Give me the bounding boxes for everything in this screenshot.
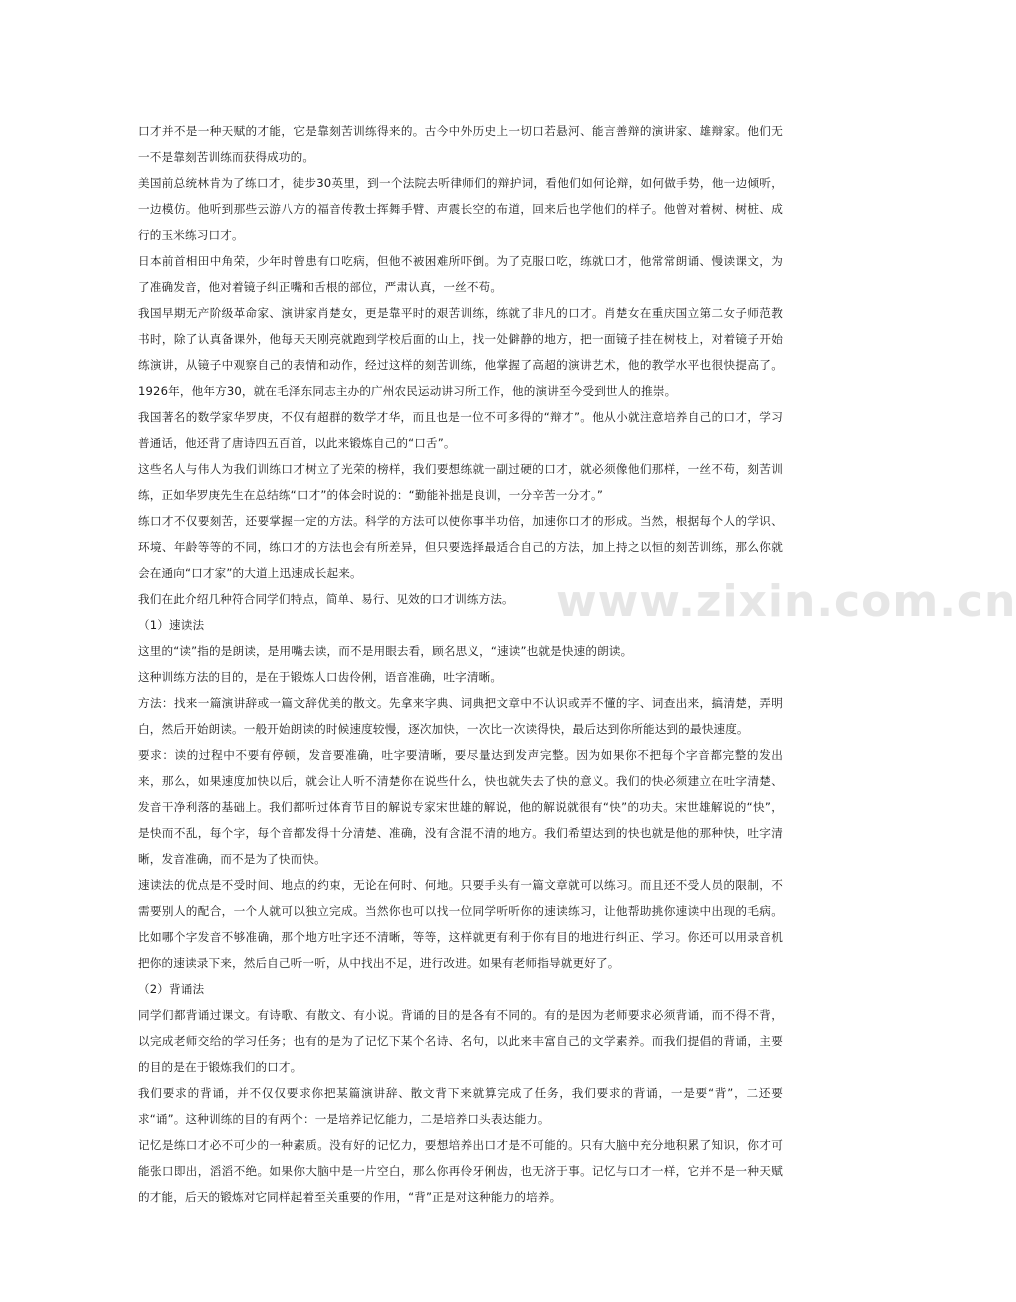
paragraph: 这里的“读”指的是朗读，是用嘴去读，而不是用眼去看，顾名思义，“速读”也就是快速的朗读。 xyxy=(138,644,633,658)
paragraph: 要求：读的过程中不要有停顿，发音要准确，吐字要清晰，要尽量达到发声完整。因为如果你不把每个字音都完整的发出来，那么，如果速度加快以后，就会让人听不清楚你在说些什么，快也就失去了快的意义。我们的快必须建立在吐字清楚、发音干净利落的基础上。我们都听过体育节目的解说专家宋世雄的解说，他的解说就很有“快”的功夫。宋世雄解说的“快”，是快而不乱，每个字，每个音都发得十分清楚、准确，没有含混不清的地方。我们希望达到的快也就是他的那种快，吐字清晰，发音准确，而不是为了快而快。 xyxy=(138,748,783,866)
paragraph: 我们要求的背诵，并不仅仅要求你把某篇演讲辞、散文背下来就算完成了任务，我们要求的背诵，一是要“背”，二还要求“诵”。这种训练的目的有两个：一是培养记忆能力，二是培养口头表达能力。 xyxy=(138,1086,783,1126)
paragraph: 方法：找来一篇演讲辞或一篇文辞优美的散文。先拿来字典、词典把文章中不认识或弄不懂的字、词查出来，搞清楚，弄明白，然后开始朗读。一般开始朗读的时候速度较慢，逐次加快，一次比一次读得快，最后达到你所能达到的最快速度。 xyxy=(138,696,783,736)
paragraph: 速读法的优点是不受时间、地点的约束，无论在何时、何地。只要手头有一篇文章就可以练习。而且还不受人员的限制，不需要别人的配合，一个人就可以独立完成。当然你也可以找一位同学听听你的速读练习，让他帮助挑你速读中出现的毛病。比如哪个字发音不够准确，那个地方吐字还不清晰，等等，这样就更有利于你有目的地进行纠正、学习。你还可以用录音机把你的速读录下来，然后自己听一听，从中找出不足，进行改进。如果有老师指导就更好了。 xyxy=(138,878,783,970)
section-heading-speed-reading: （1）速读法 xyxy=(138,618,205,632)
paragraph: 我国早期无产阶级革命家、演讲家肖楚女，更是靠平时的艰苦训练，练就了非凡的口才。肖楚女在重庆国立第二女子师范教书时，除了认真备课外，他每天天刚亮就跑到学校后面的山上，找一处僻静的地方，把一面镜子挂在树枝上，对着镜子开始练演讲，从镜子中观察自己的表情和动作，经过这样的刻苦训练，他掌握了高超的演讲艺术，他的教学水平也很快提高了。1926年，他年方30，就在毛泽东同志主办的广州农民运动讲习所工作，他的演讲至今受到世人的推崇。 xyxy=(138,306,783,398)
paragraph: 日本前首相田中角荣，少年时曾患有口吃病，但他不被困难所吓倒。为了克服口吃，练就口才，他常常朗诵、慢读课文，为了准确发音，他对着镜子纠正嘴和舌根的部位，严肃认真，一丝不苟。 xyxy=(138,254,783,294)
watermark: www.zixin.com.cn xyxy=(556,576,1016,627)
paragraph: 练口才不仅要刻苦，还要掌握一定的方法。科学的方法可以使你事半功倍，加速你口才的形成。当然，根据每个人的学识、环境、年龄等等的不同，练口才的方法也会有所差异，但只要选择最适合自己的方法，加上持之以恒的刻苦训练，那么你就会在通向“口才家”的大道上迅速成长起来。 xyxy=(138,514,783,580)
paragraph: 我们在此介绍几种符合同学们特点，简单、易行、见效的口才训练方法。 xyxy=(138,592,514,606)
document-body xyxy=(138,118,783,1210)
section-heading-recitation: （2）背诵法 xyxy=(138,982,205,996)
paragraph: 这种训练方法的目的，是在于锻炼人口齿伶俐，语音准确，吐字清晰。 xyxy=(138,670,503,684)
paragraph: 口才并不是一种天赋的才能，它是靠刻苦训练得来的。古今中外历史上一切口若悬河、能言善辩的演讲家、雄辩家。他们无一不是靠刻苦训练而获得成功的。 xyxy=(138,124,783,164)
paragraph: 记忆是练口才必不可少的一种素质。没有好的记忆力，要想培养出口才是不可能的。只有大脑中充分地积累了知识，你才可能张口即出，滔滔不绝。如果你大脑中是一片空白，那么你再伶牙俐齿，也无济于事。记忆与口才一样，它并不是一种天赋的才能，后天的锻炼对它同样起着至关重要的作用，“背”正是对这种能力的培养。 xyxy=(138,1138,783,1204)
paragraph: 这些名人与伟人为我们训练口才树立了光荣的榜样，我们要想练就一副过硬的口才，就必须像他们那样，一丝不苟，刻苦训练，正如华罗庚先生在总结练“口才”的体会时说的：“勤能补拙是良训，一分辛苦一分才。” xyxy=(138,462,783,502)
paragraph: 同学们都背诵过课文。有诗歌、有散文、有小说。背诵的目的是各有不同的。有的是因为老师要求必须背诵，而不得不背，以完成老师交给的学习任务；也有的是为了记忆下某个名诗、名句，以此来丰富自己的文学素养。而我们提倡的背诵，主要的目的是在于锻炼我们的口才。 xyxy=(138,1008,783,1074)
paragraph: 我国著名的数学家华罗庚，不仅有超群的数学才华，而且也是一位不可多得的“辩才”。他从小就注意培养自己的口才，学习普通话，他还背了唐诗四五百首，以此来锻炼自己的“口舌”。 xyxy=(138,410,783,450)
paragraph: 美国前总统林肯为了练口才，徒步30英里，到一个法院去听律师们的辩护词，看他们如何论辩，如何做手势，他一边倾听，一边模仿。他听到那些云游八方的福音传教士挥舞手臂、声震长空的布道，回来后也学他们的样子。他曾对着树、树桩、成行的玉米练习口才。 xyxy=(138,176,783,242)
